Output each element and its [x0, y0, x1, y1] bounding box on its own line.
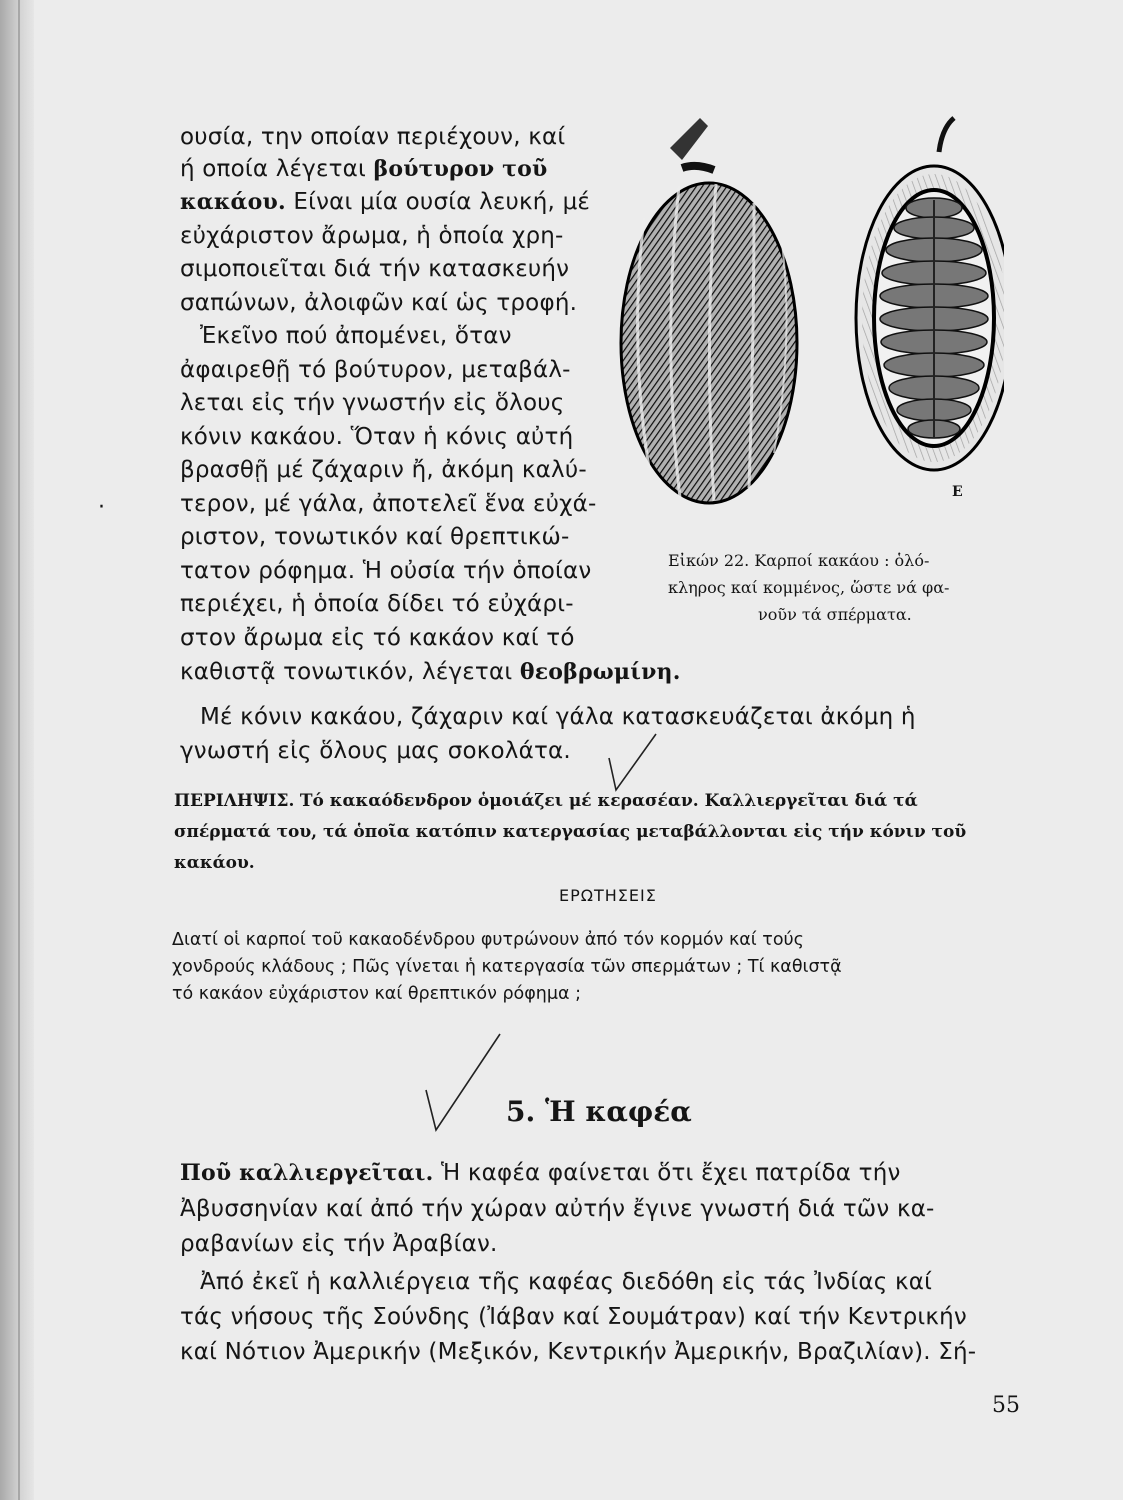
- text-line: Ποῦ καλλιεργεῖται. Ἡ καφέα φαίνεται ὅτι ἔχει πατρίδα τήν: [180, 1160, 901, 1186]
- text-line: βρασθῇ μέ ζάχαριν ἤ, ἀκόμη καλύ-: [180, 457, 587, 483]
- figure-caption-line: κληρος καί κομμένος, ὥστε νά φα-: [668, 578, 950, 597]
- figure-caption-line: Εἰκών 22. Καρποί κακάου : ὁλό-: [668, 551, 930, 570]
- question-line: χονδρούς κλάδους ; Πῶς γίνεται ἡ κατεργασία τῶν σπερμάτων ; Τί καθιστᾷ: [172, 957, 842, 977]
- text-line: ἀφαιρεθῇ τό βούτυρον, μεταβάλ-: [180, 357, 571, 383]
- text-line: σιμοποιεῖται διά τήν κατασκευήν: [180, 256, 570, 282]
- text-line: ριστον, τονωτικόν καί θρεπτικώ-: [180, 524, 570, 550]
- text-line: λεται εἰς τήν γνωστήν εἰς ὅλους: [180, 390, 565, 416]
- text-line: Μέ κόνιν κακάου, ζάχαριν καί γάλα κατασκευάζεται ἀκόμη ἡ: [200, 704, 916, 730]
- bold-term: κακάου.: [180, 189, 286, 215]
- binding-fold-line: [18, 0, 20, 1500]
- figure-caption-line: νοῦν τά σπέρματα.: [758, 605, 912, 624]
- text-line: Ἀβυσσηνίαν καί ἀπό τήν χώραν αὐτήν ἔγινε γνωστή διά τῶν κα-: [180, 1196, 935, 1222]
- bold-term: θεοβρωμίνη.: [519, 659, 681, 685]
- cut-pod-stalk: [939, 118, 954, 152]
- text-line: περιέχει, ἡ ὁποία δίδει τό εὐχάρι-: [180, 591, 574, 617]
- text-line: γνωστή εἰς ὅλους μας σοκολάτα.: [180, 738, 571, 764]
- check-mark: [604, 730, 664, 800]
- text-line: στον ἄρωμα εἰς τό κακάον καί τό: [180, 625, 575, 651]
- bold-term: βούτυρον τοῦ: [373, 156, 548, 182]
- text-line: ραβανίων εἰς τήν Ἀραβίαν.: [180, 1231, 498, 1257]
- section-check-mark: [424, 1030, 504, 1140]
- section-title: 5. Ἡ καφέα: [506, 1095, 692, 1128]
- question-line: τό κακάον εὐχάριστον καί θρεπτικόν ρόφημα ;: [172, 984, 582, 1004]
- text-line: εὐχάριστον ἄρωμα, ἡ ὁποία χρη-: [180, 223, 564, 249]
- summary-line: ΠΕΡΙΛΗΨΙΣ. Τό κακαόδενδρον ὁμοιάζει μέ κερασέαν. Καλλιεργεῖται διά τά: [174, 791, 918, 811]
- text-line: σαπώνων, ἀλοιφῶν καί ὡς τροφή.: [180, 290, 578, 316]
- text-line: τάς νήσους τῆς Σούνδης (Ἰάβαν καί Σουμάτραν) καί τήν Κεντρικήν: [180, 1304, 967, 1330]
- text-line: καθιστᾷ τονωτικόν, λέγεται θεοβρωμίνη.: [180, 659, 681, 685]
- text-line: Ἀπό ἐκεῖ ἡ καλλιέργεια τῆς καφέας διεδόθη εἰς τάς Ἰνδίας καί: [200, 1269, 933, 1295]
- question-line: Διατί οἱ καρποί τοῦ κακαοδένδρου φυτρώνουν ἀπό τόν κορμόν καί τούς: [172, 930, 804, 950]
- text-line: κόνιν κακάου. Ὅταν ἡ κόνις αὐτή: [180, 424, 574, 450]
- summary-line: κακάου.: [174, 853, 255, 873]
- text-line: Ἐκεῖνο πού ἀπομένει, ὅταν: [200, 323, 512, 349]
- summary-line: σπέρματά του, τά ὁποῖα κατόπιν κατεργασίας μεταβάλλονται εἰς τήν κόνιν τοῦ: [174, 822, 967, 842]
- book-binding-shadow: [0, 0, 34, 1500]
- text-line: ουσία, την οποίαν περιέχουν, καί: [180, 124, 566, 150]
- page-number: 55: [992, 1393, 1020, 1418]
- bold-term: Ποῦ καλλιεργεῖται.: [180, 1160, 434, 1186]
- figure-corner-mark: Ε: [952, 484, 963, 500]
- margin-dot: ·: [98, 495, 105, 520]
- text-line: κακάου. Είναι μία ουσία λευκή, μέ: [180, 189, 591, 215]
- text-line: τερον, μέ γάλα, ἀποτελεῖ ἕνα εὐχά-: [180, 491, 597, 517]
- cocoa-pod-illustration: [604, 108, 1004, 508]
- branch-stub: [670, 118, 708, 160]
- text-line: ή οποία λέγεται βούτυρον τοῦ: [180, 156, 548, 182]
- summary-label: ΠΕΡΙΛΗΨΙΣ.: [174, 791, 295, 811]
- book-page: [34, 0, 1123, 1500]
- text-line: τατον ρόφημα. Ἡ οὐσία τήν ὁποίαν: [180, 558, 592, 584]
- questions-heading: ΕΡΩΤΗΣΕΙΣ: [559, 886, 657, 905]
- text-line: καί Νότιον Ἀμερικήν (Μεξικόν, Κεντρικήν Ἀμερικήν, Βραζιλίαν). Σή-: [180, 1339, 977, 1365]
